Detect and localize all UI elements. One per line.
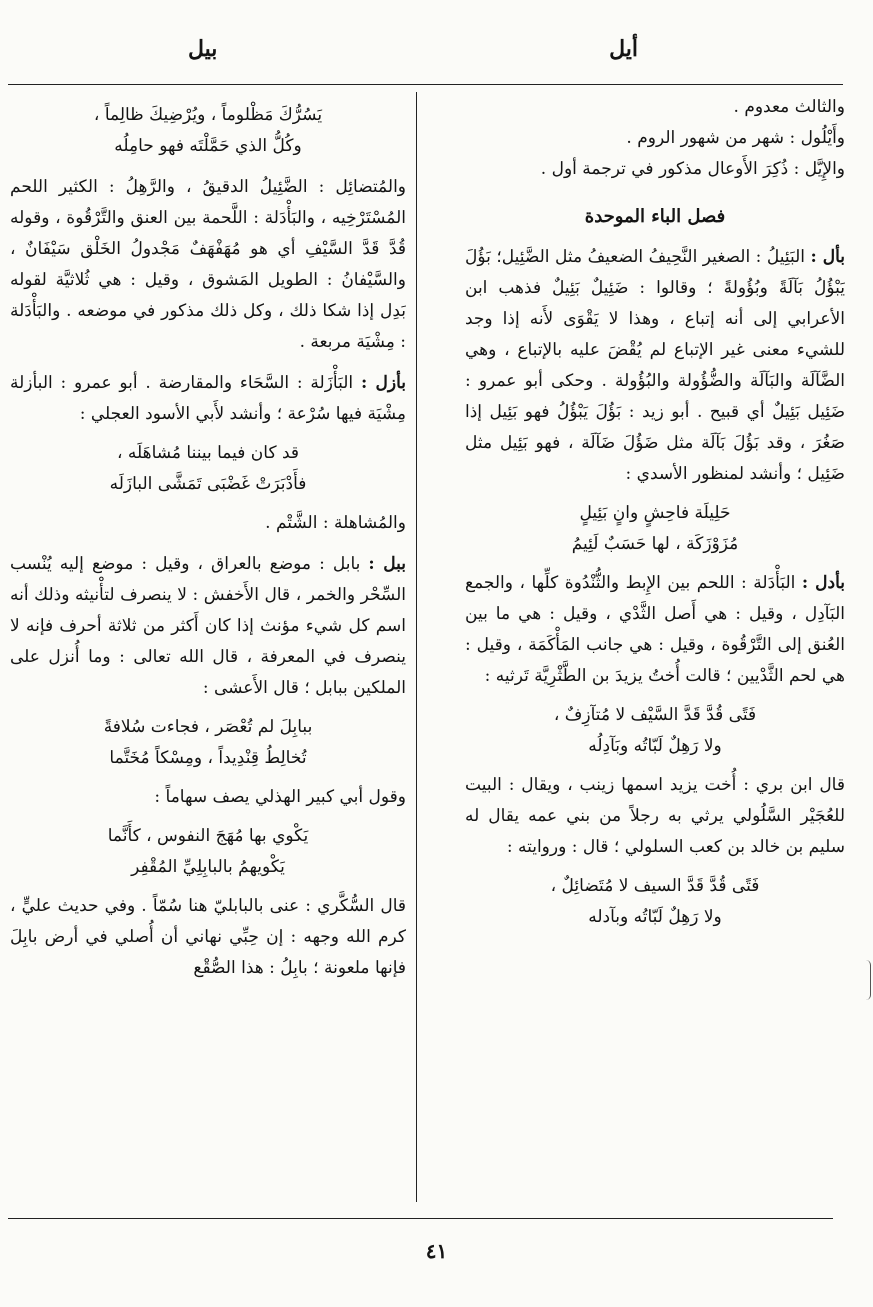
- verse: [465, 700, 845, 762]
- verse-line: فَتًى قُدَّ قَدَّ السَّيْف لا مُتآزِفٌ ،: [553, 705, 757, 725]
- entry-text: بابل : موضع بالعراق ، وقيل : موضع إليه يُنْسب السِّحْر والخمر ، قال الأَخفش : لا ينصرف لتأْنيثه وذلك أنه اسم كل شيء مؤنث إذا كان أَكثر من ثلاثة أحرف فإنه لا ينصرف في المعرفة ، قال الله تعالى : وما أُنزل على الملكين ببابل ؛ قال الأَعشى :: [10, 554, 406, 698]
- column-separator: [416, 92, 417, 1202]
- verse-line: فَتًى قُدَّ قَدَّ السيف لا مُتَضائِلٌ ،: [550, 876, 760, 896]
- verse-line: تُخالِطُ قِنْدِيداً ، ومِسْكاً مُخَتَّما: [109, 748, 307, 768]
- entry-text: البَأْزَلة : السَّحَاء والمقارضة . أبو عمرو : البأزلة مِشْيَة فيها سُرْعة ؛ وأنشد لأَبي الأسود العجلي :: [10, 373, 406, 424]
- verse-line: يَكْويهمُ بالبابِلِيِّ المُقْفِر: [131, 857, 285, 877]
- entry-bal: [465, 242, 845, 490]
- running-headword-right: أيل: [609, 36, 638, 62]
- verse-line: حَلِيلَة فاحِشٍ وانٍ بَئِيلٍ: [579, 503, 731, 523]
- intro-line: والثالث معدوم .: [733, 97, 845, 117]
- right-column: [465, 92, 845, 1199]
- paragraph: قال ابن بري : أُخت يزيد اسمها زينب ، ويقال : البيت للعُجَيْر السَّلُولي يرثي به رجلاً من بني عمه يقال له سليم بن خالد بن كعب السلولي ؛ قال : وروايته :: [465, 775, 845, 857]
- verse-line: مُزَوْزَكَة ، لها حَسَبٌ لَئِيمُ: [571, 534, 739, 554]
- paragraph: قال السُّكَّري : عنى بالبابليّ هنا سُمّاً . وفي حديث عليٍّ ، كرم الله وجهه : إن حِبِّي نهاني أن أُصلي في أرض بابِلَ فإنها ملعونة ؛ بابِلُ : هذا الصُّقْع: [10, 896, 406, 978]
- section-title: فصل الباء الموحدة: [584, 206, 726, 227]
- left-column: [10, 92, 406, 1199]
- entry-text: البَئِيلُ : الصغير النَّحِيفُ الضعيفُ مثل الضَّئِيل؛ بَؤُلَ يَبْؤُلُ بَآلَةً وبُؤُولةً ؛ وقالوا : ضَئِيلٌ بَئِيلٌ فذهب ابن الأعرابي إلى أنه إتباع ، وهذا لا يَقْوَى لأَنه إذا وجد للشيء معنى غير الإتباع لم يُقْضَ عليه بالإتباع ، وهي الضَّآلَة والبَآلَة والضُّؤُولة والبُؤُولة . وحكى أبو عمرو : ضَئِيل بَئِيلٌ أي قبيح . أبو زيد : بَؤُلَ يَبْؤُلُ فهو بَئِيل إذا صَغُرَ ، وقد بَؤُلَ بَآلَة مثل ضَؤُلَ ضَآلَة ، فهو بَئِيل مثل ضَئِيل ؛ وأنشد لمنظور الأسدي :: [465, 247, 845, 484]
- verse-line: يَسُرُّكَ مَظْلوماً ، ويُرْضِيكَ ظالِماً ،: [93, 105, 323, 125]
- paragraph: والمُتضائِل : الضَّئِيلُ الدقيقُ ، والرَّهِلُ : الكثير اللحم المُسْتَرْخِيه ، والبَأْدَلة : اللَّحمة بين العنق والتَّرْقُوة ، وقوله قُدَّ قَدَّ السَّيْفِ أي هو مُهَفْهَفٌ مَجْدولُ الخَلْق سَيْفَانٌ ، والسَّيْفانُ : الطويل المَشوق ، وقيل : هي ثُلاثيَّة لقوله بَدِل إذا شكا ذلك ، وكل ذلك مذكور في موضعه . والبَأْدَلة : مِشْيَة مربعة .: [10, 177, 406, 352]
- verse: [10, 821, 406, 883]
- verse: [10, 438, 406, 500]
- entry-headword: ببل :: [368, 554, 406, 574]
- verse-line: قد كان فيما بيننا مُشاهَلَه ،: [116, 443, 300, 463]
- verse: [10, 100, 406, 162]
- verse-line: ببابِلَ لم تُعْصَر ، فجاءت سُلافةً: [103, 717, 313, 737]
- entry-badl: [465, 568, 845, 692]
- verse: [465, 498, 845, 560]
- verse-line: فأَدْبَرَتْ غَضْبَى تَمَشَّى البازَلَه: [109, 474, 307, 494]
- entry-bazl: [10, 368, 406, 430]
- entry-babil: [10, 549, 406, 704]
- margin-bracket-mark: [866, 960, 871, 1000]
- entry-headword: بأل :: [810, 247, 845, 267]
- verse-line: ولا رَهِلٌ لَبّاتُه وبَآدِلُه: [588, 736, 722, 756]
- page-number: ٤١: [425, 1239, 448, 1263]
- verse-line: وكُلُّ الذي حَمَّلْتَه فهو حامِلُه: [114, 136, 302, 156]
- verse: [465, 871, 845, 933]
- verse: [10, 712, 406, 774]
- entry-text: البَأْدَلة : اللحم بين الإِبط والثُّنْدُوة كلِّها ، والجمع البَآدِل ، وقيل : هي أَصل الثَّدْي ، وقيل : هي ما بين العُنق إلى التَّرْقُوة ، وقيل : هي جانب المَأْكَمَة ، وقيل : هي لحم الثَّدْيين ؛ قالت أُختُ يزيدَ بن الطَّثْرِيَّة تَرثيه :: [465, 573, 845, 686]
- entry-headword: بأزل :: [360, 373, 406, 393]
- entry-headword: بأدل :: [801, 573, 845, 593]
- paragraph: والمُشاهلة : الشَّتْم .: [265, 513, 406, 533]
- running-headword-left: بيل: [188, 36, 218, 62]
- footer-rule: [8, 1218, 833, 1219]
- paragraph: وقول أبي كبير الهذلي يصف سهاماً :: [154, 787, 406, 807]
- verse-line: يَكْوي بها مُهَجَ النفوس ، كأَنَّما: [107, 826, 309, 846]
- verse-line: ولا رَهِلٌ لَبّاتُه وبآدله: [588, 907, 722, 927]
- intro-line: وأَيْلُول : شهر من شهور الروم .: [626, 128, 845, 148]
- intro-line: والإِيَّل : ذُكِرَ الأَوعال مذكور في ترجمة أول .: [540, 159, 845, 179]
- header-rule: [8, 84, 843, 85]
